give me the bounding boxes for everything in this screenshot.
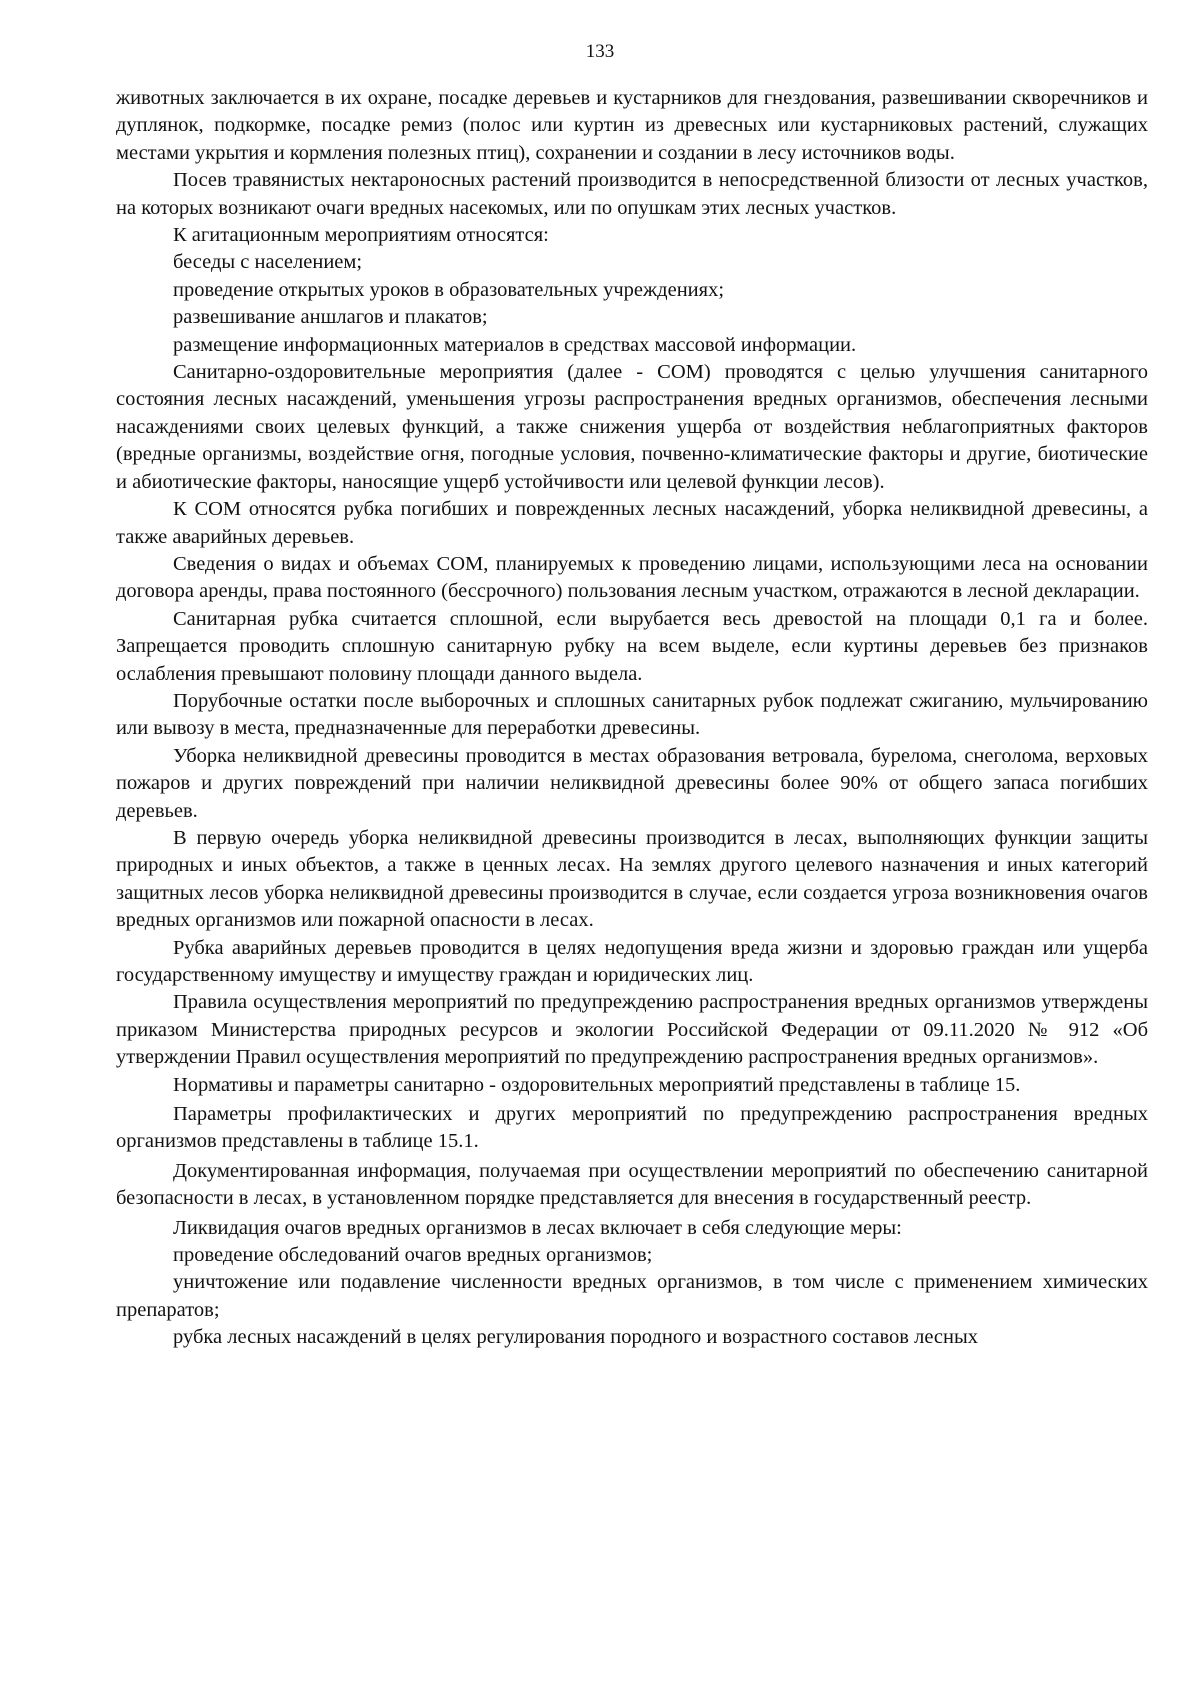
list-item: уничтожение или подавление численности вредных организмов, в том числе с применением химических препаратов; xyxy=(116,1271,1148,1321)
paragraph: животных заключается в их охране, посадке деревьев и кустарников для гнездования, развешивании скворечников и дуплянок, подкормке, посадке ремиз (полос или куртин из древесных или кустарниковых растений, служащих местами укрытия и кормления полезных птиц), сохранении и создании в лесу источников воды. xyxy=(116,87,1148,164)
list-item: рубка лесных насаждений в целях регулирования породного и возрастного составов лесных xyxy=(173,1326,979,1349)
body-text xyxy=(116,85,1148,1352)
paragraph: Порубочные остатки после выборочных и сплошных санитарных рубок подлежат сжиганию, мульчированию или вывозу в места, предназначенные для переработки древесины. xyxy=(116,689,1148,740)
paragraph: Ликвидация очагов вредных организмов в лесах включает в себя следующие меры: xyxy=(173,1216,902,1239)
paragraph: Рубка аварийных деревьев проводится в целях недопущения вреда жизни и здоровью граждан или ущерба государственному имуществу и имуществу граждан и юридических лиц. xyxy=(116,936,1148,986)
paragraph: Правила осуществления мероприятий по предупреждению распространения вредных организмов утверждены приказом Министерства природных ресурсов и экологии Российской Федерации от 09.11.2020 № 912 «Об утверждении Правил осуществления мероприятий по предупреждению распространения вредных организмов». xyxy=(116,991,1148,1069)
list-item: размещение информационных материалов в средствах массовой информации. xyxy=(173,333,857,356)
paragraph: В первую очередь уборка неликвидной древесины производится в лесах, выполняющих функции защиты природных и иных объектов, а также в ценных лесах. На землях другого целевого назначения и иных категорий защитных лесов уборка неликвидной древесины производится в случае, если создается угроза возникновения очагов вредных организмов или пожарной опасности в лесах. xyxy=(116,826,1148,932)
paragraph: Сведения о видах и объемах СОМ, планируемых к проведению лицами, использующими леса на основании договора аренды, права постоянного (бессрочного) пользования лесным участком, отражаются в лесной декларации. xyxy=(116,552,1148,603)
list-item: развешивание аншлагов и плакатов; xyxy=(173,306,488,329)
paragraph: Параметры профилактических и других мероприятий по предупреждению распространения вредных организмов представлены в таблице 15.1. xyxy=(116,1103,1148,1153)
list-item: проведение открытых уроков в образовательных учреждениях; xyxy=(173,278,725,301)
list-item: беседы с населением; xyxy=(173,251,363,274)
paragraph: К агитационным мероприятиям относятся: xyxy=(173,224,549,247)
list-item: проведение обследований очагов вредных организмов; xyxy=(173,1244,653,1267)
paragraph: Санитарная рубка считается сплошной, если вырубается весь древостой на площади 0,1 га и более. Запрещается проводить сплошную санитарную рубку на всем выделе, если куртины деревьев без признаков ослабления превышают половину площади данного выдела. xyxy=(116,607,1148,685)
paragraph: Документированная информация, получаемая при осуществлении мероприятий по обеспечению санитарной безопасности в лесах, в установленном порядке представляется для внесения в государственный реестр. xyxy=(116,1159,1148,1210)
paragraph: Посев травянистых нектароносных растений производится в непосредственной близости от лесных участков, на которых возникают очаги вредных насекомых, или по опушкам этих лесных участков. xyxy=(116,169,1148,219)
paragraph: Санитарно-оздоровительные мероприятия (далее - СОМ) проводятся с целью улучшения санитарного состояния лесных насаждений, уменьшения угрозы распространения вредных организмов, обеспечения лесными насаждениями своих целевых функций, а также снижения ущерба от воздействия неблагоприятных факторов (вредные организмы, воздействие огня, погодные условия, почвенно-климатические факторы и другие, биотические и абиотические факторы, наносящие ущерб устойчивости или целевой функции лесов). xyxy=(116,361,1148,493)
paragraph: Уборка неликвидной древесины проводится в местах образования ветровала, бурелома, снеголома, верховых пожаров и других повреждений при наличии неликвидной древесины более 90% от общего запаса погибших деревьев. xyxy=(116,744,1148,822)
paragraph: К СОМ относятся рубка погибших и поврежденных лесных насаждений, уборка неликвидной древесины, а также аварийных деревьев. xyxy=(116,498,1148,548)
paragraph: Нормативы и параметры санитарно - оздоровительных мероприятий представлены в таблице 15. xyxy=(173,1073,1021,1096)
page-number: 133 xyxy=(585,41,615,62)
